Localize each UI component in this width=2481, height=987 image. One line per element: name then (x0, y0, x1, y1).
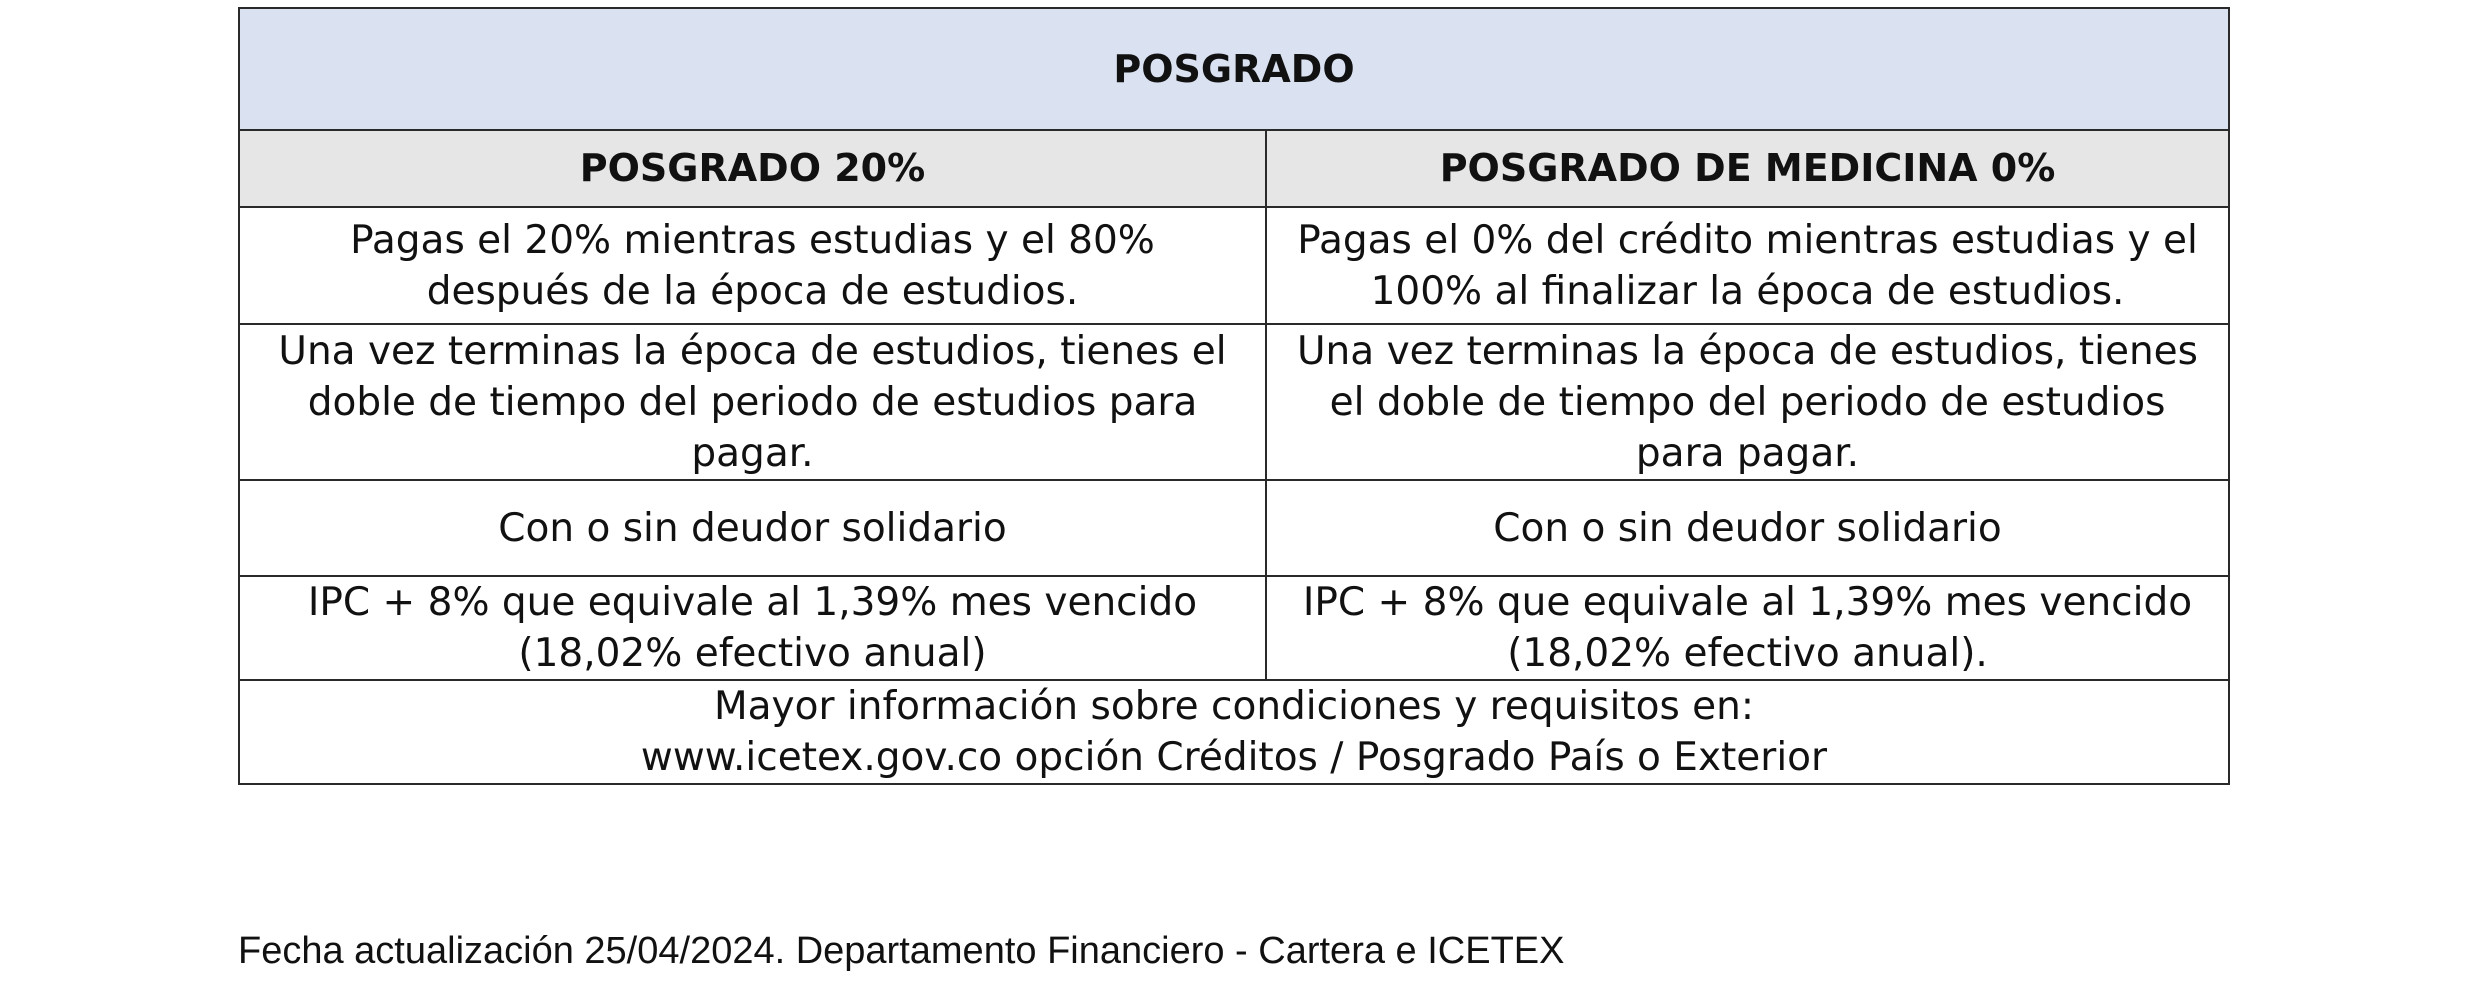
posgrado-table (238, 7, 2230, 785)
info-link-text: www.icetex.gov.co opción Créditos / Posgrado País o Exterior (640, 735, 1828, 780)
table-row (239, 324, 2229, 480)
table-cell: Pagas el 0% del crédito mientras estudias y el 100% al finalizar la época de estudios. (1266, 207, 2229, 324)
info-row (239, 680, 2229, 784)
table-row (239, 207, 2229, 324)
info-text: Mayor información sobre condiciones y requisitos en: (713, 684, 1755, 729)
table-cell: Una vez terminas la época de estudios, tienes el doble de tiempo del periodo de estudios para pagar. (1266, 324, 2229, 480)
table-cell: IPC + 8% que equivale al 1,39% mes vencido (18,02% efectivo anual) (239, 576, 1266, 680)
table-cell: Con o sin deudor solidario (1266, 480, 2229, 576)
table-row (239, 480, 2229, 576)
table-row (239, 576, 2229, 680)
table-title: POSGRADO (239, 8, 2229, 130)
column-header-posgrado-20: POSGRADO 20% (239, 130, 1266, 207)
footer-update-note: Fecha actualización 25/04/2024. Departamento Financiero - Cartera e ICETEX (238, 930, 1565, 972)
column-header-posgrado-medicina-0: POSGRADO DE MEDICINA 0% (1266, 130, 2229, 207)
info-cell (239, 680, 2229, 784)
table-cell: Pagas el 20% mientras estudias y el 80% después de la época de estudios. (239, 207, 1266, 324)
table-title-row (239, 8, 2229, 130)
table-cell: IPC + 8% que equivale al 1,39% mes vencido (18,02% efectivo anual). (1266, 576, 2229, 680)
table-header-row (239, 130, 2229, 207)
table-cell: Con o sin deudor solidario (239, 480, 1266, 576)
table-cell: Una vez terminas la época de estudios, tienes el doble de tiempo del periodo de estudios para pagar. (239, 324, 1266, 480)
